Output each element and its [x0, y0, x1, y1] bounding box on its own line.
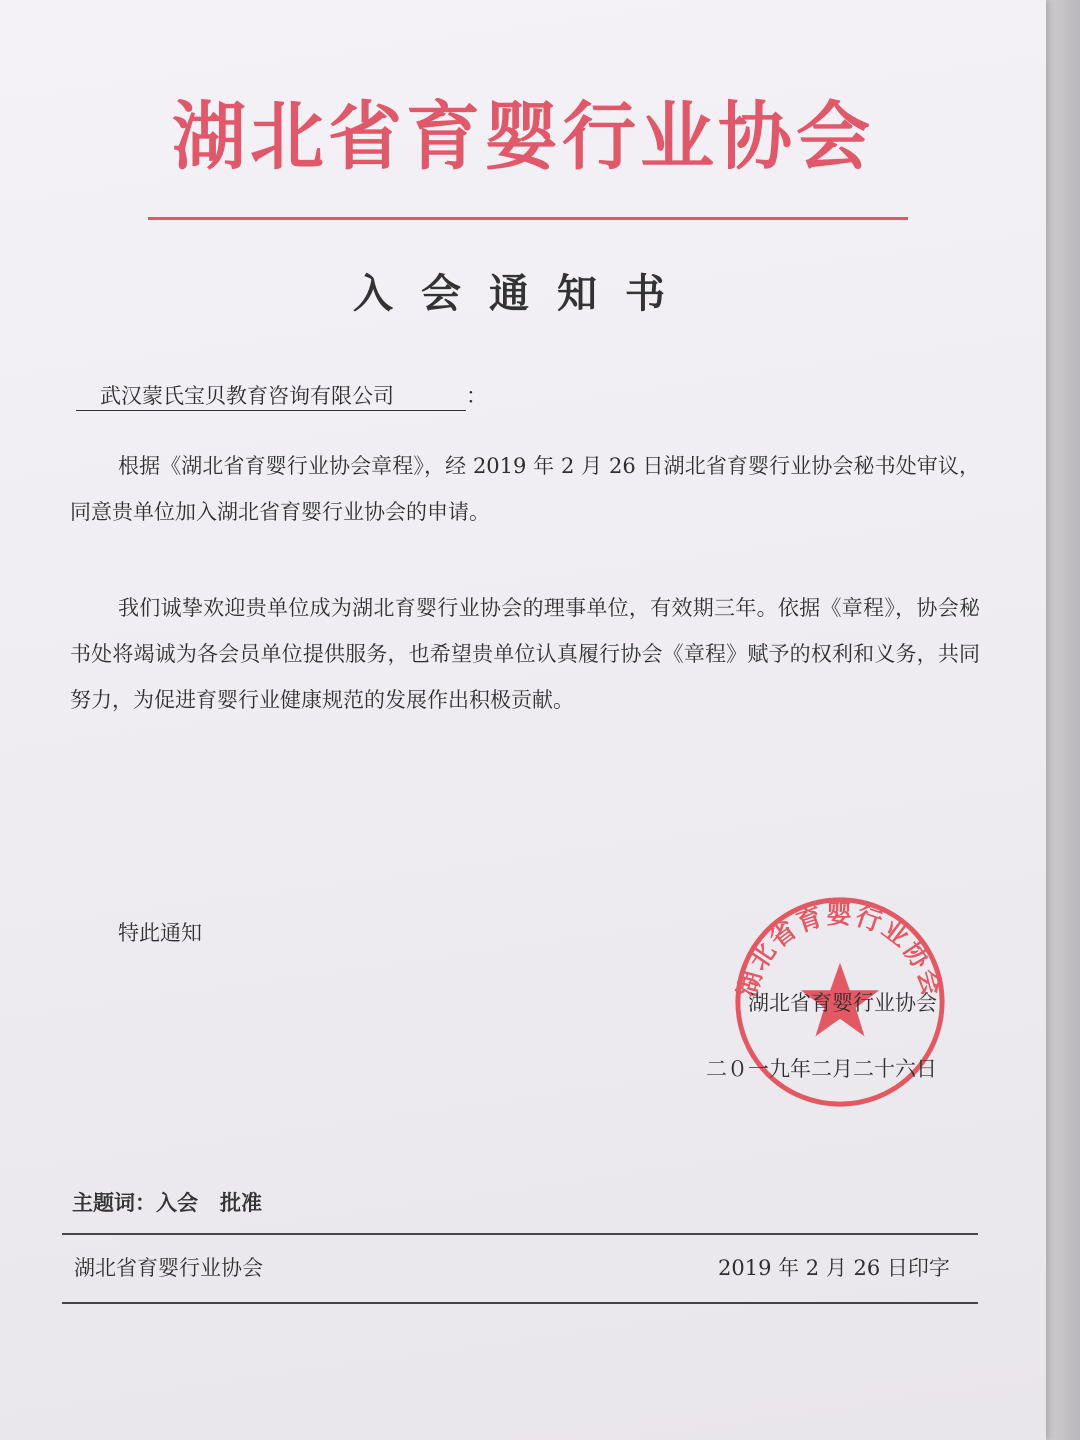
seal-text: 湖北省育婴行业协会 — [732, 900, 948, 1001]
addressee-line — [76, 380, 487, 411]
closing-phrase: 特此通知 — [118, 921, 202, 945]
subject-term: 批准 — [220, 1191, 262, 1215]
body-paragraph-2: 我们诚挚欢迎贵单位成为湖北育婴行业协会的理事单位，有效期三年。依据《章程》，协会秘书处将竭诚为各会员单位提供服务，也希望贵单位认真履行协会《章程》赋予的权利和义务，共同努力，为促进育婴行业健康规范的发展作出积极贡献。 — [70, 596, 980, 712]
subject-label: 主题词： — [72, 1191, 156, 1215]
letterhead-red-rule — [148, 217, 908, 220]
body-paragraph-1: 根据《湖北省育婴行业协会章程》，经 2019 年 2 月 26 日湖北省育婴行业协会秘书处审议，同意贵单位加入湖北省育婴行业协会的申请。 — [70, 454, 980, 524]
footer-rule-bottom — [62, 1302, 978, 1304]
addressee-name: 武汉蒙氏宝贝教育咨询有限公司 — [76, 380, 466, 411]
desk-background — [1040, 0, 1080, 1440]
signature-org: 湖北省育婴行业协会 — [748, 991, 937, 1015]
org-letterhead-title: 湖北省育婴行业协会 — [172, 94, 874, 180]
footer-rule-top — [62, 1233, 978, 1235]
document-title: 入会通知书 — [353, 271, 693, 317]
footer-issuer: 湖北省育婴行业协会 — [74, 1256, 263, 1280]
signature-date: 二０一九年二月二十六日 — [706, 1057, 937, 1081]
subject-keywords — [72, 1187, 262, 1217]
subject-term: 入会 — [156, 1191, 198, 1215]
footer-print-date: 2019 年 2 月 26 日印字 — [718, 1256, 950, 1280]
addressee-colon: ： — [466, 384, 487, 408]
